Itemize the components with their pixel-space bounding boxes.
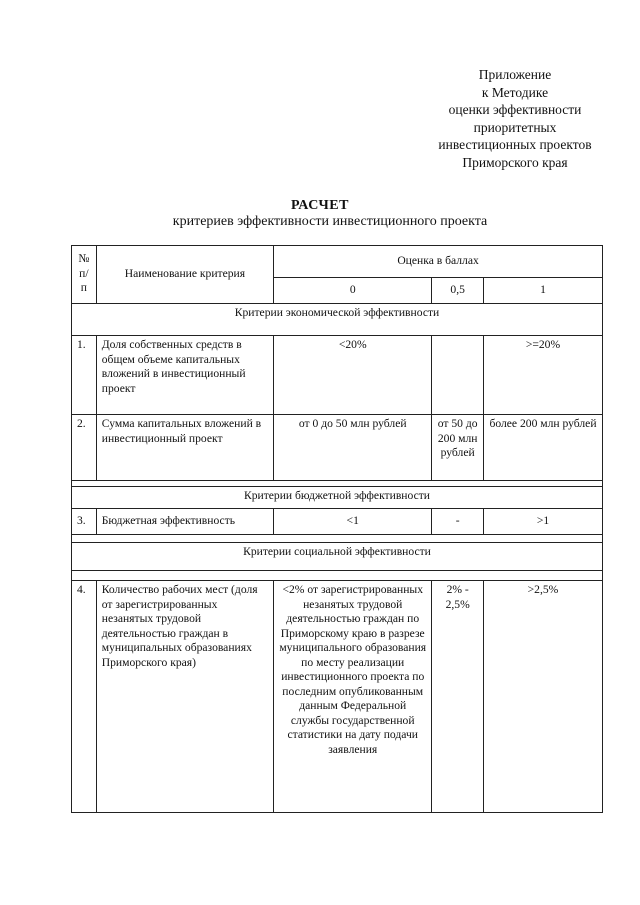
row-score-1: >2,5% — [483, 581, 602, 813]
section-title: Критерии социальной эффективности — [72, 543, 603, 571]
row-name: Бюджетная эффективность — [96, 509, 273, 535]
appendix-header — [380, 66, 640, 171]
table-header-row — [72, 246, 603, 278]
row-score-0: <1 — [274, 509, 432, 535]
table-row — [72, 509, 603, 535]
row-num: 4. — [72, 581, 97, 813]
document-subtitle: критериев эффективности инвестиционного проекта — [172, 214, 488, 229]
header-num: № п/п — [72, 246, 97, 304]
appendix-line: Приморского края — [462, 154, 568, 170]
document-title: РАСЧЕТ — [291, 198, 349, 213]
row-num: 2. — [72, 415, 97, 481]
row-score-1: >1 — [483, 509, 602, 535]
row-name: Доля собственных средств в общем объеме капитальных вложений в инвестиционный проект — [96, 336, 273, 415]
criteria-table — [71, 245, 603, 813]
header-score-1: 1 — [483, 278, 602, 304]
appendix-line: оценки эффективности — [448, 102, 582, 117]
appendix-line: приоритетных — [473, 119, 557, 135]
header-name: Наименование критерия — [96, 246, 273, 304]
table-row — [72, 581, 603, 813]
row-score-1: >=20% — [483, 336, 602, 415]
row-num: 1. — [72, 336, 97, 415]
table-row — [72, 415, 603, 481]
appendix-line: к Методике — [481, 84, 549, 100]
row-num: 3. — [72, 509, 97, 535]
row-score-0: <2% от зарегистрированных незанятых трудовой деятельностью граждан по Приморскому краю в разрезе муниципального образования по месту реализации инвестиционного проекта по последним опубликованным данным Федеральной службы государственной статистики на дату подачи заявления — [274, 581, 432, 813]
row-score-05: 2% - 2,5% — [432, 581, 484, 813]
section-title: Критерии экономической эффективности — [72, 304, 603, 336]
spacer-row — [72, 535, 603, 543]
section-row — [72, 543, 603, 571]
row-score-05 — [432, 336, 484, 415]
appendix-line: Приложение — [478, 67, 552, 82]
row-score-0: <20% — [274, 336, 432, 415]
header-score-05: 0,5 — [432, 278, 484, 304]
row-score-05: - — [432, 509, 484, 535]
row-name: Количество рабочих мест (доля от зарегистрированных незанятых трудовой деятельностью граждан в муниципальных образованиях Приморского края) — [96, 581, 273, 813]
section-row — [72, 487, 603, 509]
row-score-0: от 0 до 50 млн рублей — [274, 415, 432, 481]
row-score-1: более 200 млн рублей — [483, 415, 602, 481]
spacer-row — [72, 571, 603, 581]
row-name: Сумма капитальных вложений в инвестиционный проект — [96, 415, 273, 481]
header-score-0: 0 — [274, 278, 432, 304]
header-score: Оценка в баллах — [274, 246, 603, 278]
section-row — [72, 304, 603, 336]
table-row — [72, 336, 603, 415]
appendix-line: инвестиционных проектов — [438, 137, 592, 152]
row-score-05: от 50 до 200 млн рублей — [432, 415, 484, 481]
section-title: Критерии бюджетной эффективности — [72, 487, 603, 509]
